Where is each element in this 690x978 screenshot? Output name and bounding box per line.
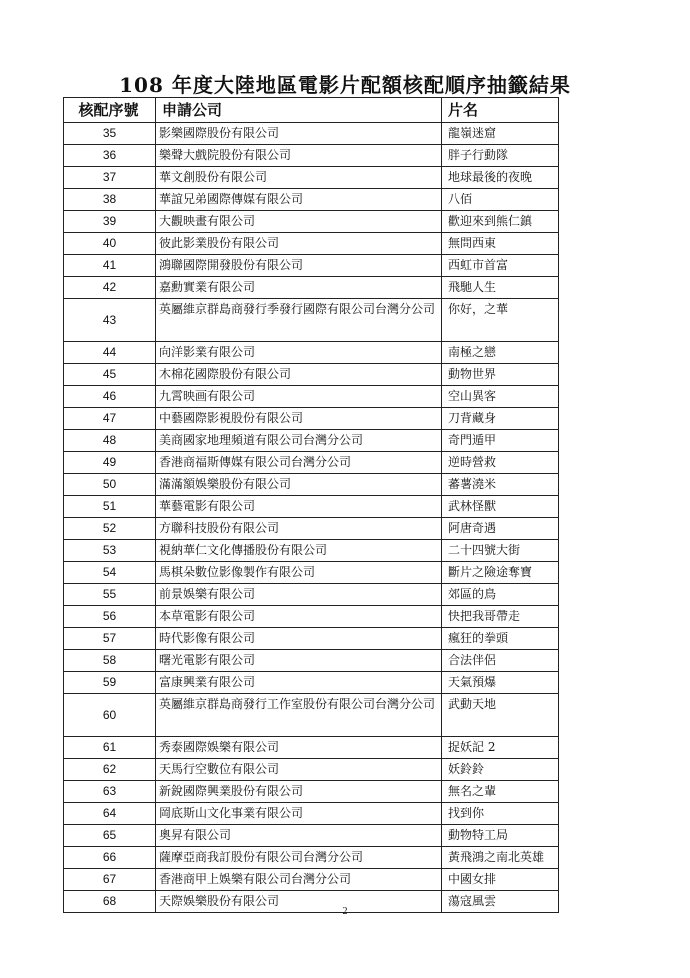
- row-film-title: 動物世界: [442, 364, 559, 386]
- row-applicant-company: 木棉花國際股份有限公司: [156, 364, 442, 386]
- row-applicant-company: 香港商甲上娛樂有限公司台灣分公司: [156, 869, 442, 891]
- row-applicant-company: 天馬行空數位有限公司: [156, 759, 442, 781]
- row-applicant-company: 華藝電影有限公司: [156, 496, 442, 518]
- table-row: [64, 167, 559, 189]
- row-film-title: 刀背藏身: [442, 408, 559, 430]
- row-serial-number: 49: [64, 452, 156, 474]
- table-row: [64, 759, 559, 781]
- row-film-title: 龍嶺迷窟: [442, 123, 559, 145]
- table-row: [64, 650, 559, 672]
- row-film-title: 逆時營救: [442, 452, 559, 474]
- row-applicant-company: 美商國家地理頻道有限公司台灣分公司: [156, 430, 442, 452]
- row-applicant-company: 曙光電影有限公司: [156, 650, 442, 672]
- row-applicant-company: 本草電影有限公司: [156, 606, 442, 628]
- row-applicant-company: 富康興業有限公司: [156, 672, 442, 694]
- row-film-title: 斷片之險途奪寶: [442, 562, 559, 584]
- row-serial-number: 41: [64, 255, 156, 277]
- row-film-title: 妖鈴鈴: [442, 759, 559, 781]
- row-film-title: 動物特工局: [442, 825, 559, 847]
- row-applicant-company: 鴻聯國際開發股份有限公司: [156, 255, 442, 277]
- row-serial-number: 46: [64, 386, 156, 408]
- row-serial-number: 35: [64, 123, 156, 145]
- table-row: [64, 847, 559, 869]
- row-film-title: 南極之戀: [442, 342, 559, 364]
- row-serial-number: 40: [64, 233, 156, 255]
- row-serial-number: 67: [64, 869, 156, 891]
- row-film-title: 黃飛鴻之南北英雄: [442, 847, 559, 869]
- row-serial-number: 42: [64, 277, 156, 299]
- row-film-title: 瘋狂的拳頭: [442, 628, 559, 650]
- row-serial-number: 66: [64, 847, 156, 869]
- row-film-title: 阿唐奇遇: [442, 518, 559, 540]
- row-serial-number: 43: [64, 299, 156, 342]
- table-row: [64, 255, 559, 277]
- row-serial-number: 55: [64, 584, 156, 606]
- row-applicant-company: 前景娛樂有限公司: [156, 584, 442, 606]
- row-applicant-company: 英屬維京群島商發行季發行國際有限公司台灣分公司: [156, 299, 442, 342]
- row-applicant-company: 中藝國際影視股份有限公司: [156, 408, 442, 430]
- row-film-title: 西虹市首富: [442, 255, 559, 277]
- header-film-title: 片名: [442, 98, 559, 123]
- table-header-row: [64, 98, 559, 123]
- row-serial-number: 57: [64, 628, 156, 650]
- row-applicant-company: 秀泰國際娛樂有限公司: [156, 737, 442, 759]
- row-applicant-company: 薩摩亞商我訂股份有限公司台灣分公司: [156, 847, 442, 869]
- row-serial-number: 56: [64, 606, 156, 628]
- row-applicant-company: 大觀映畫有限公司: [156, 211, 442, 233]
- table-row: [64, 825, 559, 847]
- row-film-title: 八佰: [442, 189, 559, 211]
- row-film-title: 歡迎來到熊仁鎮: [442, 211, 559, 233]
- row-serial-number: 50: [64, 474, 156, 496]
- row-applicant-company: 新銳國際興業股份有限公司: [156, 781, 442, 803]
- table-row: [64, 628, 559, 650]
- row-applicant-company: 滿滿額娛樂股份有限公司: [156, 474, 442, 496]
- table-row: [64, 233, 559, 255]
- row-serial-number: 47: [64, 408, 156, 430]
- row-applicant-company: 樂聲大戲院股份有限公司: [156, 145, 442, 167]
- row-serial-number: 61: [64, 737, 156, 759]
- table-row: [64, 781, 559, 803]
- row-applicant-company: 九霄映画有限公司: [156, 386, 442, 408]
- table-row: [64, 408, 559, 430]
- table-row: [64, 496, 559, 518]
- row-applicant-company: 時代影像有限公司: [156, 628, 442, 650]
- row-applicant-company: 華文創股份有限公司: [156, 167, 442, 189]
- row-applicant-company: 馬棋朵數位影像製作有限公司: [156, 562, 442, 584]
- table-row: [64, 869, 559, 891]
- row-serial-number: 39: [64, 211, 156, 233]
- row-serial-number: 48: [64, 430, 156, 452]
- row-serial-number: 52: [64, 518, 156, 540]
- row-film-title: 你好，之華: [442, 299, 559, 342]
- table-row: [64, 737, 559, 759]
- table-row: [64, 386, 559, 408]
- document-title: 108 年度大陸地區電影片配額核配順序抽籤結果: [119, 73, 571, 97]
- row-applicant-company: 方聯科技股份有限公司: [156, 518, 442, 540]
- table-row: [64, 189, 559, 211]
- row-serial-number: 54: [64, 562, 156, 584]
- row-film-title: 快把我哥帶走: [442, 606, 559, 628]
- row-film-title: 空山異客: [442, 386, 559, 408]
- table-row: [64, 211, 559, 233]
- table-row: [64, 584, 559, 606]
- row-serial-number: 44: [64, 342, 156, 364]
- table-row: [64, 518, 559, 540]
- row-film-title: 地球最後的夜晚: [442, 167, 559, 189]
- row-film-title: 郊區的鳥: [442, 584, 559, 606]
- row-applicant-company: 華誼兄弟國際傳媒有限公司: [156, 189, 442, 211]
- row-serial-number: 45: [64, 364, 156, 386]
- table-row: [64, 452, 559, 474]
- row-film-title: 二十四號大街: [442, 540, 559, 562]
- row-film-title: 武動天地: [442, 694, 559, 737]
- row-serial-number: 65: [64, 825, 156, 847]
- row-film-title: 奇門遁甲: [442, 430, 559, 452]
- table-row: [64, 803, 559, 825]
- row-film-title: 飛馳人生: [442, 277, 559, 299]
- row-film-title: 武林怪獸: [442, 496, 559, 518]
- table-row: [64, 474, 559, 496]
- row-film-title: 合法伴侶: [442, 650, 559, 672]
- row-applicant-company: 岡底斯山文化事業有限公司: [156, 803, 442, 825]
- row-serial-number: 53: [64, 540, 156, 562]
- table-row: [64, 145, 559, 167]
- row-serial-number: 58: [64, 650, 156, 672]
- row-serial-number: 37: [64, 167, 156, 189]
- row-serial-number: 64: [64, 803, 156, 825]
- row-applicant-company: 天際娛樂股份有限公司: [156, 891, 442, 913]
- page-number: 2: [342, 906, 348, 917]
- row-serial-number: 51: [64, 496, 156, 518]
- row-film-title: 蕃薯澆米: [442, 474, 559, 496]
- table-row: [64, 123, 559, 145]
- table-row: [64, 694, 559, 737]
- row-serial-number: 36: [64, 145, 156, 167]
- table-row: [64, 277, 559, 299]
- table-row: [64, 562, 559, 584]
- row-serial-number: 59: [64, 672, 156, 694]
- header-serial-number: 核配序號: [64, 98, 156, 123]
- row-serial-number: 62: [64, 759, 156, 781]
- row-film-title: 中國女排: [442, 869, 559, 891]
- row-film-title: 無名之輩: [442, 781, 559, 803]
- row-applicant-company: 視納華仁文化傳播股份有限公司: [156, 540, 442, 562]
- table-row: [64, 430, 559, 452]
- row-applicant-company: 香港商福斯傳媒有限公司台灣分公司: [156, 452, 442, 474]
- table-row: [64, 672, 559, 694]
- row-applicant-company: 向洋影業有限公司: [156, 342, 442, 364]
- row-film-title: 找到你: [442, 803, 559, 825]
- row-film-title: 天氣預爆: [442, 672, 559, 694]
- row-film-title: 捉妖記 2: [442, 737, 559, 759]
- row-applicant-company: 奧昇有限公司: [156, 825, 442, 847]
- row-film-title: 無問西東: [442, 233, 559, 255]
- row-serial-number: 38: [64, 189, 156, 211]
- row-serial-number: 63: [64, 781, 156, 803]
- row-serial-number: 60: [64, 694, 156, 737]
- row-applicant-company: 英屬維京群島商發行工作室股份有限公司台灣分公司: [156, 694, 442, 737]
- table-row: [64, 342, 559, 364]
- table-row: [64, 299, 559, 342]
- header-applicant-company: 申請公司: [156, 98, 442, 123]
- row-serial-number: 68: [64, 891, 156, 913]
- table-row: [64, 540, 559, 562]
- row-applicant-company: 彼此影業股份有限公司: [156, 233, 442, 255]
- table-row: [64, 606, 559, 628]
- table-row: [64, 364, 559, 386]
- row-film-title: 蕩寇風雲: [442, 891, 559, 913]
- lottery-results-table: [63, 97, 559, 913]
- row-applicant-company: 嘉勳實業有限公司: [156, 277, 442, 299]
- row-applicant-company: 影樂國際股份有限公司: [156, 123, 442, 145]
- row-film-title: 胖子行動隊: [442, 145, 559, 167]
